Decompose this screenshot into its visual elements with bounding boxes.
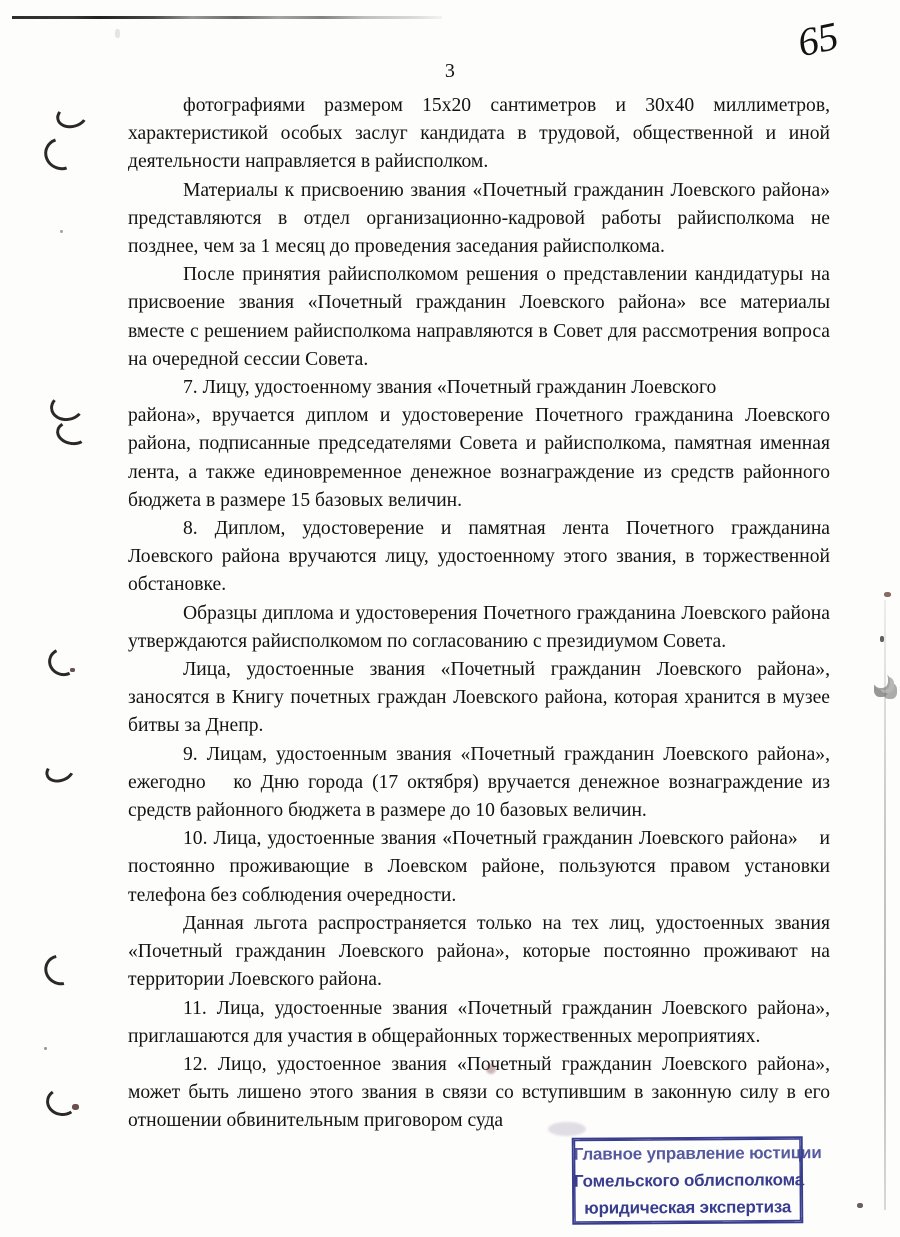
stamp-line-2: Гомельского облисполкома <box>573 1170 805 1191</box>
edge-speck-artifact <box>60 230 63 233</box>
para-samples: Образцы диплома и удостоверения Почетного гражданина Лоевского района утверждаются райисполкомом по согласованию с президиумом Совета. <box>128 602 830 652</box>
para-benefit: Данная льгота распространяется только на тех лиц, удостоенных звания «Почетный гражданин Лоевского района», которые постоянно проживают на территории Лоевского района. <box>128 912 830 991</box>
para-10: 10. Лица, удостоенные звания «Почетный гражданин Лоевского района» и постоянно проживающие в Лоевском районе, пользуются правом установки телефона без соблюдения очередности. <box>128 828 830 906</box>
margin-ink-arc-artifact <box>42 756 78 787</box>
para-8: 8. Диплом, удостоверение и памятная лента Почетного гражданина Лоевского района вручаются лицу, удостоенному этого звания, в торжественной обстановке. <box>128 518 830 596</box>
handwritten-folio-mark: 65 <box>793 12 843 66</box>
para-after-decision: После принятия райисполкомом решения о представлении кандидатуры на присвоение звания «Почетный гражданин Лоевского района» все материалы вместе с решением райисполкома направляются в Совет для рассмотрения вопроса на очередной сессии Совета. <box>128 264 830 370</box>
stamp-line-1: Главное управление юстиции <box>573 1143 822 1164</box>
ink-smudge-artifact <box>548 1122 586 1136</box>
para-11: 11. Лица, удостоенные звания «Почетный гражданин Лоевского района», приглашаются для участия в общерайонных торжественных мероприятиях. <box>128 997 830 1047</box>
edge-speck-artifact <box>880 636 884 642</box>
margin-ink-arc-artifact <box>48 391 86 423</box>
margin-ink-arc-artifact <box>38 949 81 991</box>
margin-ink-dot-artifact <box>72 1104 79 1110</box>
para-materials: Материалы к присвоению звания «Почетный гражданин Лоевского района» представляются в отдел организационно-кадровой работы райисполкома не позднее, чем за 1 месяц до проведения заседания райисполкома. <box>128 179 830 258</box>
para-7-first-line: 7. Лицу, удостоенному звания «Почетный гражданин Лоевского <box>183 377 717 399</box>
para-photographs: фотографиями размером 15x20 сантиметров и 30x40 миллиметров, характеристикой особых заслуг кандидата в трудовой, общественной и иной деятельности направляется в райисполком. <box>128 95 830 173</box>
para-book: Лица, удостоенные звания «Почетный гражданин Лоевского района», заносятся в Книгу почетных граждан Лоевского района, которая хранится в музее битвы за Днепр. <box>128 659 830 737</box>
para-9: 9. Лицам, удостоенным звания «Почетный гражданин Лоевского района», ежегодно ко Дню города (17 октября) вручается денежное вознаграждение из средств районного бюджета в размере до 10 базовых величин. <box>128 743 830 822</box>
margin-ink-arc-artifact <box>44 1086 80 1118</box>
margin-ink-dot-artifact <box>70 668 75 672</box>
ink-smudge-artifact <box>486 1064 496 1074</box>
para-7-rest: района», вручается диплом и удостоверение Почетного гражданина Лоевского района, подписанные председателями Совета и райисполкома, памятная именная лента, а также единовременное денежное вознаграждение из средств районного бюджета в размере 15 базовых величин. <box>128 405 830 511</box>
document-body-text <box>128 92 830 1136</box>
scan-right-edge-line-artifact <box>884 600 886 1210</box>
margin-ink-arc-artifact <box>54 100 91 131</box>
legal-expertise-stamp <box>572 1136 822 1225</box>
edge-speck-artifact <box>857 1203 863 1208</box>
para-12: 12. Лицо, удостоенное звания «Почетный гражданин Лоевского района», может быть лишено этого звания в связи со вступившим в законную силу в его отношении обвинительным приговором суда <box>128 1053 830 1132</box>
edge-speck-artifact <box>884 592 891 597</box>
edge-speck-artifact <box>115 29 120 38</box>
stamp-line-3: юридическая экспертиза <box>584 1197 792 1218</box>
margin-ink-arc-artifact <box>39 132 84 176</box>
margin-ink-arc-artifact <box>54 418 90 447</box>
edge-speck-artifact <box>874 672 888 688</box>
edge-speck-artifact <box>44 1047 47 1050</box>
margin-ink-arc-artifact <box>44 644 81 680</box>
para-7 <box>128 374 830 515</box>
page-number: 3 <box>444 60 456 82</box>
scan-top-streak-artifact <box>12 16 442 19</box>
